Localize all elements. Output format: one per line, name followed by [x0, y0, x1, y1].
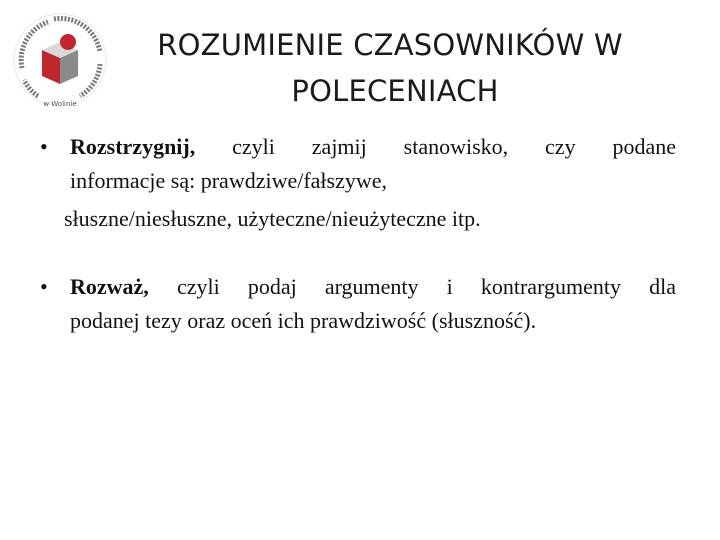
bullet-list — [36, 130, 676, 338]
bullet-marker: • — [40, 134, 48, 159]
bullet-first-line — [70, 270, 676, 304]
title-line-2: POLECENIACH — [291, 74, 499, 108]
bullet-line-rest: czyli podaj argumenty i kontrargumenty dla — [148, 274, 676, 299]
bullet-term: Rozważ, — [70, 274, 149, 299]
bullet-marker: • — [40, 274, 48, 299]
title-line-1: ROZUMIENIE CZASOWNIKÓW W — [157, 28, 623, 62]
page-title — [110, 22, 670, 114]
bullet-continuation: informacje są: prawdziwe/fałszywe, — [70, 168, 388, 193]
bullet-line-rest: czyli zajmij stanowisko, czy podane — [195, 134, 676, 159]
bullet-item — [36, 130, 676, 236]
bullet-continuation: podanej tezy oraz oceń ich prawdziwość (słuszność). — [70, 308, 537, 333]
bullet-term: Rozstrzygnij, — [70, 134, 196, 159]
logo-bottom-text: w Wolinie — [43, 100, 77, 108]
logo-emblem-icon — [8, 8, 112, 112]
institution-logo — [8, 8, 112, 112]
bullet-item — [36, 270, 676, 338]
bullet-continuation: słuszne/niesłuszne, użyteczne/nieużyteczne itp. — [64, 206, 481, 231]
bullet-first-line — [70, 130, 676, 164]
